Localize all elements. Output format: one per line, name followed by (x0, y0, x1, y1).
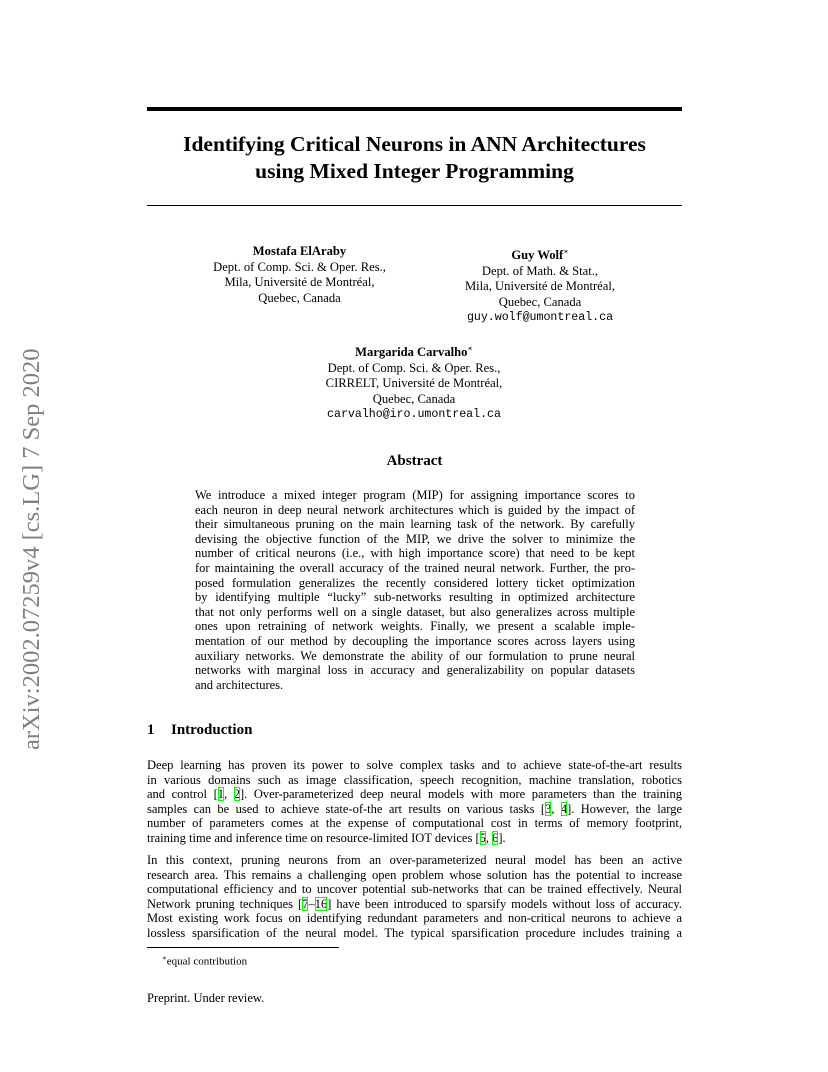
author-affiliation-line: Quebec, Canada (498, 294, 582, 309)
abstract-line: posed formulation generalizes the recently considered lottery ticket optimization (195, 575, 635, 590)
abstract-line: and architectures. (195, 677, 284, 692)
section-heading-introduction (147, 722, 252, 739)
author-affiliation-line: Dept. of Comp. Sci. & Oper. Res., (327, 360, 501, 375)
footnote-mark: ∗ (162, 954, 167, 962)
citation-link[interactable]: 3 (545, 801, 552, 816)
citation-link[interactable]: 2 (233, 787, 240, 802)
author-affiliation-line: Mila, Université de Montréal, (224, 275, 375, 289)
citation-link[interactable]: 4 (560, 801, 568, 816)
equal-contribution-mark: ∗ (563, 247, 569, 256)
author-name: Mostafa ElAraby (252, 244, 347, 258)
section-title: Introduction (171, 722, 253, 738)
intro-paragraph-2 (147, 853, 682, 941)
paragraph-line: samples can be used to achieve state-of-the art results on various tasks [3, 4]. However, the large (147, 801, 682, 816)
abstract-heading: Abstract (386, 453, 443, 469)
preprint-notice: Preprint. Under review. (147, 991, 265, 1005)
author-affiliation-line: Dept. of Comp. Sci. & Oper. Res., (213, 259, 386, 274)
citation-link[interactable]: 7 (302, 896, 309, 911)
abstract-line: for maintaining the overall accuracy of the trained neural network. Further, the pro- (195, 560, 635, 575)
citation-link[interactable]: 16 (314, 896, 328, 911)
abstract-line: their simultaneous pruning on the main learning task of the network. By carefully (195, 517, 635, 532)
footnote-text: equal contribution (166, 955, 248, 968)
paragraph-line: in various domains such as image classification, speech recognition, machine translation, robotics (147, 772, 682, 787)
citation-link[interactable]: 6 (492, 830, 499, 845)
author-email: carvalho@iro.umontreal.ca (327, 408, 501, 422)
author-affiliation-line: Dept. of Math. & Stat., (481, 263, 599, 278)
abstract-line: We introduce a mixed integer program (MIP) for assigning importance scores to (195, 488, 635, 502)
paragraph-line: training time and inference time on resource-limited IOT devices [5, 6]. (147, 830, 506, 845)
author-block-elaraby (172, 244, 427, 306)
abstract-line: mentation of our method by decoupling the importance scores across layers using (195, 633, 635, 648)
author-affiliation-line: CIRRELT, Université de Montréal, (325, 376, 503, 391)
author-block-carvalho (289, 341, 539, 423)
intro-paragraph-1 (147, 758, 682, 846)
abstract-line: by identifying multiple “lucky” sub-networks resulting in optimized architecture (195, 590, 635, 605)
footnote-rule (147, 947, 339, 948)
paragraph-line: lossless sparsification of the neural model. The typical sparsification procedure includes training a (147, 925, 682, 940)
paper-title (147, 131, 682, 185)
paragraph-line: computational efficiency and to uncover potential sub-networks that can be trained effectively. Neural (147, 882, 682, 897)
abstract-line: auxiliary networks. We demonstrate the ability of our formulation to prune neural (195, 648, 635, 663)
citation-link[interactable]: 5 (479, 830, 486, 845)
paper-title-line-2: using Mixed Integer Programming (255, 159, 574, 183)
abstract-line: devising the objective function of the MIP, we drive the solver to minimize the (195, 531, 635, 546)
paper-title-line-1: Identifying Critical Neurons in ANN Architectures (183, 132, 646, 156)
author-affiliation-line: Quebec, Canada (372, 391, 456, 406)
paragraph-line: Network pruning techniques [7–16] have been introduced to sparsify models without loss of accuracy. (147, 896, 682, 911)
author-affiliation-line: Mila, Université de Montréal, (464, 279, 616, 294)
abstract-line: ones upon retraining of network weights. Finally, we present a scalable imple- (195, 619, 635, 634)
author-name: Margarida Carvalho∗ (355, 344, 473, 360)
paragraph-line: In this context, pruning neurons from an over-parameterized neural model has been an active (147, 853, 682, 867)
abstract-line: number of critical neurons (i.e., with high importance score) that need to be kept (195, 546, 635, 561)
arxiv-identifier-stamp: arXiv:2002.07259v4 [cs.LG] 7 Sep 2020 (18, 348, 45, 750)
paragraph-line: and control [1, 2]. Over-parameterized deep neural models with more parameters than the training (147, 787, 683, 802)
author-name: Guy Wolf∗ (511, 247, 569, 263)
paragraph-line: research area. This remains a challenging open problem whose solution has the potential to increase (147, 867, 682, 882)
author-email: guy.wolf@umontreal.ca (466, 311, 614, 325)
paragraph-line: number of parameters comes at the expense of computational cost in terms of memory footprint, (147, 816, 682, 831)
abstract-body (195, 488, 635, 692)
author-affiliation-line: Quebec, Canada (258, 290, 341, 305)
title-top-rule (147, 107, 682, 111)
abstract-line: that not only performs well on a single dataset, but also generalizes across multiple (195, 604, 635, 619)
title-bottom-rule (147, 205, 682, 206)
author-block-wolf (415, 244, 665, 326)
paragraph-line: Deep learning has proven its power to solve complex tasks and to achieve state-of-the-art results (147, 758, 682, 772)
citation-link[interactable]: 1 (217, 787, 225, 802)
paragraph-line: Most existing work focus on identifying redundant parameters and non-critical neurons to achieve a (147, 911, 682, 926)
equal-contribution-mark: ∗ (467, 344, 473, 353)
abstract-line: networks with marginal loss in accuracy and generalizability on popular datasets (195, 663, 635, 678)
section-number: 1 (147, 722, 155, 738)
footnote (162, 952, 247, 969)
abstract-line: each neuron in deep neural network architectures which is guided by the impact of (195, 502, 635, 517)
